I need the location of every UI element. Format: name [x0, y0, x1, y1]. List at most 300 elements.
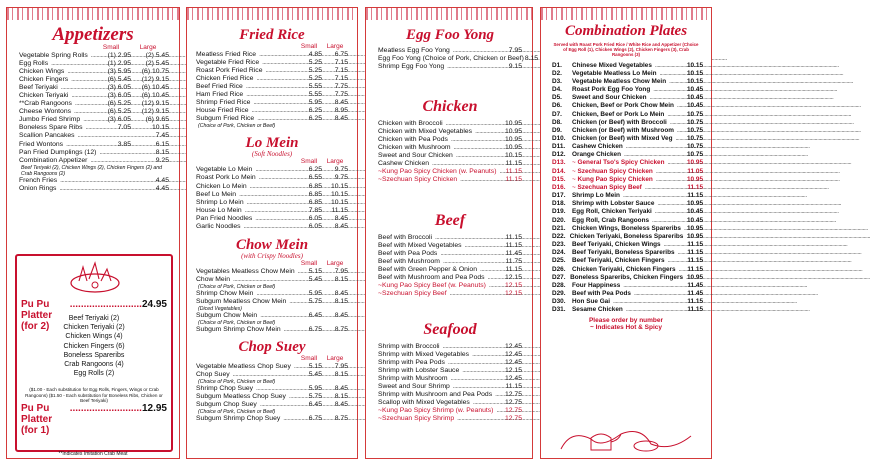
combination-row [552, 135, 703, 143]
combination-row [552, 257, 703, 265]
menu-item-note: (Diced Vegetables) [198, 305, 242, 312]
combination-row [552, 266, 703, 274]
border-pattern [541, 8, 711, 20]
menu-item-large-price: 8.45 [334, 401, 348, 409]
combination-price: 10.95 [687, 273, 703, 281]
combination-number: D18. [552, 200, 566, 208]
menu-item-large-price: 11.15 [331, 206, 348, 214]
menu-item-row [196, 223, 348, 231]
menu-item-name-text: Shrimp Chow Mein [196, 289, 254, 297]
menu-item-price: 12.15 [504, 273, 522, 281]
combination-row [552, 306, 703, 314]
chow-mein-column-header [196, 260, 348, 268]
menu-item-row [196, 276, 348, 284]
menu-item-name [378, 266, 500, 274]
pupu-item: Egg Rolls (2) [73, 370, 115, 378]
menu-item-name-text: Beef Fried Rice [196, 83, 243, 91]
menu-item-price: 12.45 [504, 358, 522, 366]
combination-row [552, 86, 703, 94]
combination-price: 11.15 [687, 192, 703, 200]
menu-item-row [378, 375, 522, 383]
menu-item-name-text: Vegetable Meatless Chop Suey [196, 363, 291, 371]
menu-item-row [196, 191, 348, 199]
menu-item-price: 11.15 [505, 265, 522, 273]
menu-item-name [196, 174, 296, 182]
menu-item-name [196, 59, 296, 67]
menu-item-name-text: Meatless Egg Foo Yong [378, 47, 450, 54]
menu-item-name [19, 141, 93, 149]
menu-item-name-text: **Crab Rangoons [19, 100, 72, 108]
menu-item-row [378, 266, 522, 274]
menu-item-name-text: Meatless Fried Rice [196, 51, 257, 58]
menu-item-row [196, 174, 348, 182]
menu-item-price: 11.15 [505, 168, 522, 176]
combination-subtitle: Served with Roast Pork Fried Rice / White Rice and Appetizer (Choice of Egg Roll (1), Chicken Wings (2), Chicken Fingers (3), Crab Rangoons (3) [553, 42, 699, 58]
combination-name-text: Chicken (or Beef) with Mixed Veg [572, 135, 673, 143]
col-small-label: Small [300, 158, 318, 166]
menu-item-name-text: Szechuan Spicy Beef [381, 289, 447, 297]
combination-number: D15. [552, 175, 566, 183]
combination-price: 10.75 [687, 135, 703, 143]
combination-price: 10.95 [687, 224, 703, 232]
menu-item-name [196, 207, 296, 215]
combination-price: 10.95 [687, 200, 703, 208]
combination-name [572, 225, 682, 233]
menu-item-name [378, 359, 500, 367]
menu-item-name [196, 276, 296, 284]
combination-name [570, 274, 684, 282]
col-small-label: Small [102, 44, 120, 51]
menu-item-row [378, 274, 522, 282]
menu-item-name-text: Chicken Teriyaki [19, 92, 69, 100]
combination-name [572, 184, 682, 192]
menu-item-name-text: Kung Pao Spicy Chicken (w. Peanuts) [381, 168, 497, 176]
menu-item-price: 10.95 [504, 128, 522, 136]
menu-item-name-text: Beef Lo Mein [196, 190, 237, 198]
combination-name-text: Chicken Wings, Boneless Spareribs [572, 224, 681, 232]
noodles-panel [186, 7, 358, 459]
combination-name [572, 78, 682, 86]
menu-item-small-price: 5.45 [308, 371, 322, 379]
menu-item-price: 12.15 [504, 281, 522, 289]
menu-item-name-text: Cashew Chicken [378, 160, 429, 168]
combination-name-text: Beef with Pea Pods [572, 289, 631, 297]
menu-item-name [196, 75, 296, 83]
chow-mein-subtitle: (with Crispy Noodles) [241, 251, 303, 260]
combination-name-text: Egg Roll, Crab Rangoons [572, 216, 650, 224]
menu-item-name [196, 115, 296, 123]
combination-price: 10.95 [687, 232, 703, 240]
menu-item-name-text: Scallion Pancakes [19, 132, 75, 140]
combination-name-text: Chicken, Beef or Pork Lo Mein [572, 110, 665, 118]
chicken-title: Chicken [422, 98, 478, 116]
combination-name-text: Hon Sue Gai [572, 298, 610, 306]
combination-row [552, 119, 703, 127]
menu-item-price: 11.75 [505, 257, 522, 265]
menu-item-name [196, 51, 296, 59]
menu-item-row [378, 234, 522, 242]
combination-row [552, 225, 703, 233]
egg-foo-yong-list [378, 47, 539, 71]
menu-item-name [196, 223, 296, 231]
menu-item-name-text: Beef with Pea Pods [378, 249, 438, 257]
menu-item-name [196, 363, 296, 371]
menu-item-name-text: Kung Pao Spicy Beef (w. Peanuts) [381, 281, 486, 289]
chop-suey-list [196, 363, 348, 423]
menu-item-small-price: (3) 6.05 [107, 92, 131, 100]
menu-item-name [378, 375, 500, 383]
menu-item-large-price: (6) 10.45 [141, 84, 169, 92]
combination-price: 11.15 [687, 265, 703, 273]
menu-item-name-text: Sweet and Sour Chicken [378, 152, 453, 160]
menu-item-small-price: 5.75 [308, 393, 322, 401]
menu-item-name [196, 298, 296, 306]
menu-item-row [196, 51, 348, 59]
menu-item-name-text: Subgum Chow Mein [196, 311, 258, 319]
menu-item-price: 12.15 [504, 289, 522, 297]
combination-price: 11.15 [687, 306, 703, 314]
menu-item-large-price: 8.45 [334, 214, 348, 222]
menu-item-name [19, 52, 93, 60]
menu-item-price: 10.95 [504, 120, 522, 128]
combination-price: 11.45 [687, 281, 703, 289]
combination-name-text: Chinese Mixed Vegetables [572, 61, 652, 69]
menu-item-name-text: French Fries [19, 176, 58, 184]
menu-item-name-text: Shrimp Fried Rice [196, 99, 251, 107]
menu-item-name-text: Boneless Spare Ribs [19, 124, 83, 132]
menu-item-row [378, 359, 522, 367]
menu-item-name [196, 415, 296, 423]
combination-row [552, 241, 703, 249]
combination-name-text: Vegetable Meatless Lo Mein [572, 69, 657, 77]
menu-item-name-text: Pan Fried Dumplings (12) [19, 148, 97, 156]
combination-name-text: Chicken Teriyaki, Chicken Fingers [572, 265, 676, 273]
menu-item-price: 11.15 [505, 233, 522, 241]
menu-item-large-price: 10.15 [330, 182, 348, 190]
combination-number: D6. [552, 102, 562, 110]
menu-item-name [378, 234, 500, 242]
menu-item-name-text: Chicken Fingers [19, 76, 69, 84]
menu-item-small-price: 5.25 [308, 75, 322, 83]
menu-item-name [378, 47, 500, 55]
combination-row [552, 78, 703, 86]
combination-number: D26. [552, 265, 566, 273]
lo-mein-subtitle: (Soft Noodles) [251, 150, 293, 159]
menu-item-large-price: 8.45 [334, 311, 348, 319]
menu-item-name-text: Shrimp Egg Foo Yong [378, 63, 445, 71]
combination-price: 10.75 [687, 118, 703, 126]
menu-item-price: 10.95 [504, 136, 522, 144]
menu-item-price: 10.95 [504, 144, 522, 152]
combination-row [552, 62, 703, 70]
menu-item-price: 8.15 [524, 55, 539, 63]
menu-item-row [19, 141, 169, 149]
combination-list [541, 62, 711, 315]
menu-item-name [196, 215, 296, 223]
menu-item-large-price: 8.15 [334, 275, 348, 283]
menu-item-row [196, 401, 348, 409]
menu-item-name-text: House Fried Rice [196, 107, 249, 115]
combination-number: D22. [552, 232, 566, 240]
combination-row [552, 159, 703, 167]
combination-price: 11.15 [687, 183, 703, 191]
col-small-label: Small [300, 43, 318, 50]
menu-item-row [196, 298, 348, 306]
menu-item-name [378, 351, 500, 359]
menu-item-small-price: 6.55 [308, 174, 322, 182]
combination-price: 10.75 [687, 143, 703, 151]
chili-pepper-icon: ~ [378, 168, 382, 176]
combination-row [552, 282, 703, 290]
combination-name-text: Sesame Chicken [572, 306, 623, 314]
combination-number: D27. [552, 273, 566, 281]
menu-item-name [382, 176, 500, 184]
menu-item-name-text: Chop Suey [196, 371, 230, 379]
combination-number: D19. [552, 208, 566, 216]
menu-item-large-price: 8.45 [334, 289, 348, 297]
border-pattern [7, 8, 179, 20]
menu-item-small-price: 5.75 [308, 297, 322, 305]
menu-item-name-text: Garlic Noodles [196, 222, 241, 230]
combination-name [572, 217, 682, 225]
combination-name [572, 257, 682, 265]
menu-item-small-price: 6.85 [308, 198, 322, 206]
menu-item-small-price: (1) 2.95 [107, 60, 131, 68]
combination-name-text: General Tso's Spicy Chicken [577, 159, 665, 167]
combination-row [552, 208, 703, 216]
menu-item-price: 9.15 [508, 63, 522, 71]
combination-price: 10.15 [687, 69, 703, 77]
menu-item-price: 10.15 [504, 152, 522, 160]
menu-item-name [378, 258, 500, 266]
pupu-for-two-price: 24.95 [141, 299, 167, 310]
chili-pepper-icon: ~ [378, 176, 382, 184]
combination-name [572, 135, 682, 143]
combination-number: D29. [552, 289, 566, 297]
combination-name-text: Sweet and Sour Chicken [572, 94, 647, 102]
menu-item-name [382, 290, 500, 298]
combination-name-text: Boneless Spareribs, Chicken Fingers [570, 273, 684, 281]
combination-name-text: Shrimp Lo Mein [572, 192, 620, 200]
appetizers-list [19, 52, 169, 193]
combination-row [552, 176, 703, 184]
menu-item-small-price: (3) 5.95 [107, 68, 131, 76]
menu-item-row [19, 177, 169, 185]
menu-item-row [378, 367, 522, 375]
combination-price: 11.15 [687, 257, 703, 265]
menu-item-name-text: Shrimp with Broccoli [378, 342, 440, 350]
combination-price: 10.15 [687, 61, 703, 69]
combination-name-text: Cashew Chicken [572, 143, 623, 151]
menu-item-large-price: 7.75 [334, 83, 348, 91]
menu-item-large-price: (6) 10.45 [141, 92, 169, 100]
chili-pepper-icon: ~ [589, 324, 594, 332]
menu-item-small-price: 6.25 [308, 107, 322, 115]
menu-item-name-text: Cheese Wontons [19, 108, 72, 116]
menu-item-name-text: Subgum Fried Rice [196, 115, 255, 123]
combination-row [552, 102, 703, 110]
menu-item-name-text: Beef with Mushroom [378, 257, 440, 265]
menu-item-large-price: 7.15 [334, 59, 348, 67]
menu-item-small-price: (3) 6.05 [107, 116, 131, 124]
pupu-item: Chicken Wings (4) [65, 333, 123, 341]
menu-item-large-price: (12) 9.15 [141, 100, 169, 108]
menu-item-small-price: 6.05 [308, 214, 322, 222]
chili-pepper-icon: ~ [378, 289, 382, 297]
combination-number: D14. [552, 167, 566, 175]
menu-item-name-text: Egg Rolls [19, 60, 49, 68]
combination-price: 10.75 [687, 110, 703, 118]
menu-item-large-price: 9.75 [334, 174, 348, 182]
menu-item-name-text: Kung Pao Spicy Shrimp (w. Peanuts) [381, 407, 494, 415]
combination-price: 11.15 [687, 241, 703, 249]
menu-item-name [378, 120, 500, 128]
menu-item-row [196, 290, 348, 298]
menu-item-row [196, 312, 348, 320]
combination-price: 10.95 [687, 159, 703, 167]
menu-item-name-text: Egg Foo Yong (Choice of Pork, Chicken or Beef) [378, 55, 524, 63]
menu-item-name-text: Chicken with Mushroom [378, 144, 451, 152]
combination-name-text: Four Happiness [572, 281, 621, 289]
border-pattern [187, 8, 357, 20]
menu-item-note: Beef Teriyaki (2), Chicken Wings (2), Chicken Fingers (2) and Crab Rangoons (2) [21, 164, 163, 177]
pupu-item: Crab Rangoons (4) [64, 361, 124, 369]
menu-item-name-text: Vegetables Meatless Chow Mein [196, 267, 295, 275]
menu-item-small-price: (6) 5.45 [107, 76, 131, 84]
combination-panel [540, 7, 712, 459]
menu-item-name-text: Beef with Broccoli [378, 233, 433, 241]
combination-number: D12. [552, 151, 566, 159]
menu-item-row [378, 383, 522, 391]
combination-price: 10.75 [687, 126, 703, 134]
menu-item-small-price: 5.15 [308, 267, 322, 275]
combination-name-text: Chicken (or Beef) with Mushroom [572, 126, 674, 134]
menu-item-name-text: Vegetable Lo Mein [196, 166, 253, 174]
spicy-legend-text: Indicates Hot & Spicy [595, 324, 663, 332]
menu-item-name-text: Szechuan Spicy Shrimp [381, 415, 455, 423]
menu-item-small-price: 5.25 [308, 67, 322, 75]
menu-item-note: (Choice of Pork, Chicken or Beef) [198, 409, 276, 416]
combination-number: D16. [552, 183, 566, 191]
menu-item-name-text: Shrimp with Mixed Vegetables [378, 350, 470, 358]
menu-item-small-price: 7.05 [117, 124, 131, 132]
menu-item-large-price: 7.15 [334, 67, 348, 75]
menu-item-row [196, 385, 348, 393]
menu-item-name-text: Jumbo Fried Shrimp [19, 116, 81, 124]
combination-number: D9. [552, 126, 562, 134]
menu-item-name-text: Shrimp with Mushroom and Pea Pods [378, 391, 493, 399]
menu-item-price: 11.15 [505, 383, 522, 391]
combination-row [552, 184, 703, 192]
combination-price: 10.45 [687, 86, 703, 94]
combination-row [552, 111, 703, 119]
combination-name [570, 233, 685, 241]
menu-item-row [378, 120, 522, 128]
menu-item-name [196, 290, 296, 298]
menu-item-large-price: (2) 5.45 [145, 52, 169, 59]
teapot-illustration [551, 424, 701, 454]
menu-item-name-text: Shrimp with Lobster Sauce [378, 367, 460, 375]
menu-item-row [196, 415, 348, 423]
menu-item-name [19, 68, 93, 76]
menu-item-large-price: 8.45 [334, 385, 348, 393]
menu-item-name-text: Beef Teriyaki [19, 84, 58, 92]
combination-number: D13. [552, 159, 566, 167]
pupu-items [17, 314, 171, 378]
menu-item-name [378, 274, 500, 282]
menu-item-large-price: 8.15 [334, 297, 348, 305]
combination-name-text: Chicken Teriyaki, Boneless Spareribs [569, 232, 684, 240]
seafood-list [378, 343, 522, 423]
chili-pepper-icon: ~ [572, 183, 578, 191]
menu-item-row [378, 282, 522, 290]
menu-item-small-price: 5.25 [308, 59, 322, 67]
menu-item-large-price: 7.75 [334, 91, 348, 99]
menu-item-small-price: 6.85 [308, 190, 322, 198]
combination-number: D7. [552, 110, 562, 118]
menu-item-row [378, 391, 522, 399]
egg-foo-yong-title: Egg Foo Yong [405, 27, 495, 43]
menu-item-small-price: 5.15 [308, 363, 322, 371]
menu-item-small-price: 6.25 [308, 115, 322, 123]
combination-name-text: Shrimp with Lobster Sauce [572, 200, 655, 208]
combination-name-text: Egg Roll, Chicken Teriyaki [572, 208, 652, 216]
menu-item-name-text: Sweet and Sour Shrimp [378, 383, 450, 391]
menu-item-name-text: Shrimp with Pea Pods [378, 358, 445, 366]
spicy-legend [541, 324, 711, 331]
menu-item-name-text: Subgum Meatless Chop Suey [196, 393, 286, 401]
menu-item-name-text: Scallop with Mixed Vegetables [378, 399, 470, 407]
beef-title: Beef [434, 211, 466, 229]
menu-item-price: 11.15 [505, 176, 522, 184]
combination-price: 10.95 [687, 175, 703, 183]
menu-item-small-price: 5.45 [308, 275, 322, 283]
combination-price: 10.45 [687, 102, 703, 110]
menu-item-large-price: 4.45 [155, 176, 169, 184]
combination-name-text: Beef Teriyaki, Chicken Fingers [572, 257, 665, 265]
combination-name [572, 62, 682, 70]
menu-item-large-price: 10.15 [151, 124, 169, 132]
menu-item-small-price: (1) 2.95 [107, 52, 131, 59]
menu-item-large-price: 8.95 [334, 107, 348, 115]
menu-item-small-price: 6.75 [308, 415, 322, 423]
menu-item-row [19, 68, 169, 76]
fried-rice-list [196, 51, 348, 129]
menu-item-name [19, 177, 93, 185]
menu-item-small-price: 6.05 [308, 222, 322, 230]
combination-name-text: Szechuan Spicy Chicken [577, 167, 653, 175]
menu-item-small-price: 6.25 [308, 166, 322, 174]
combination-price: 10.45 [687, 208, 703, 216]
menu-item-name [196, 326, 296, 334]
col-large-label: Large [326, 158, 344, 166]
combination-name [572, 168, 682, 176]
menu-item-price: 11.15 [505, 160, 522, 168]
combination-number: D2. [552, 69, 562, 77]
menu-item-note: (Choice of Pork, Chicken or Beef) [198, 320, 276, 327]
menu-item-name-text: Shrimp Chop Suey [196, 385, 254, 393]
pupu-platter-illustration [65, 259, 125, 297]
combination-price: 11.15 [687, 298, 703, 306]
menu-item-name [378, 367, 500, 375]
fried-rice-column-header [196, 43, 348, 51]
combination-name-text: Orange Chicken [572, 151, 622, 159]
col-large-label: Large [139, 44, 157, 51]
menu-item-name [19, 60, 93, 68]
menu-item-name [196, 268, 296, 276]
combination-name-text: Beef Teriyaki, Chicken Wings [572, 241, 661, 249]
combination-row [552, 274, 703, 282]
